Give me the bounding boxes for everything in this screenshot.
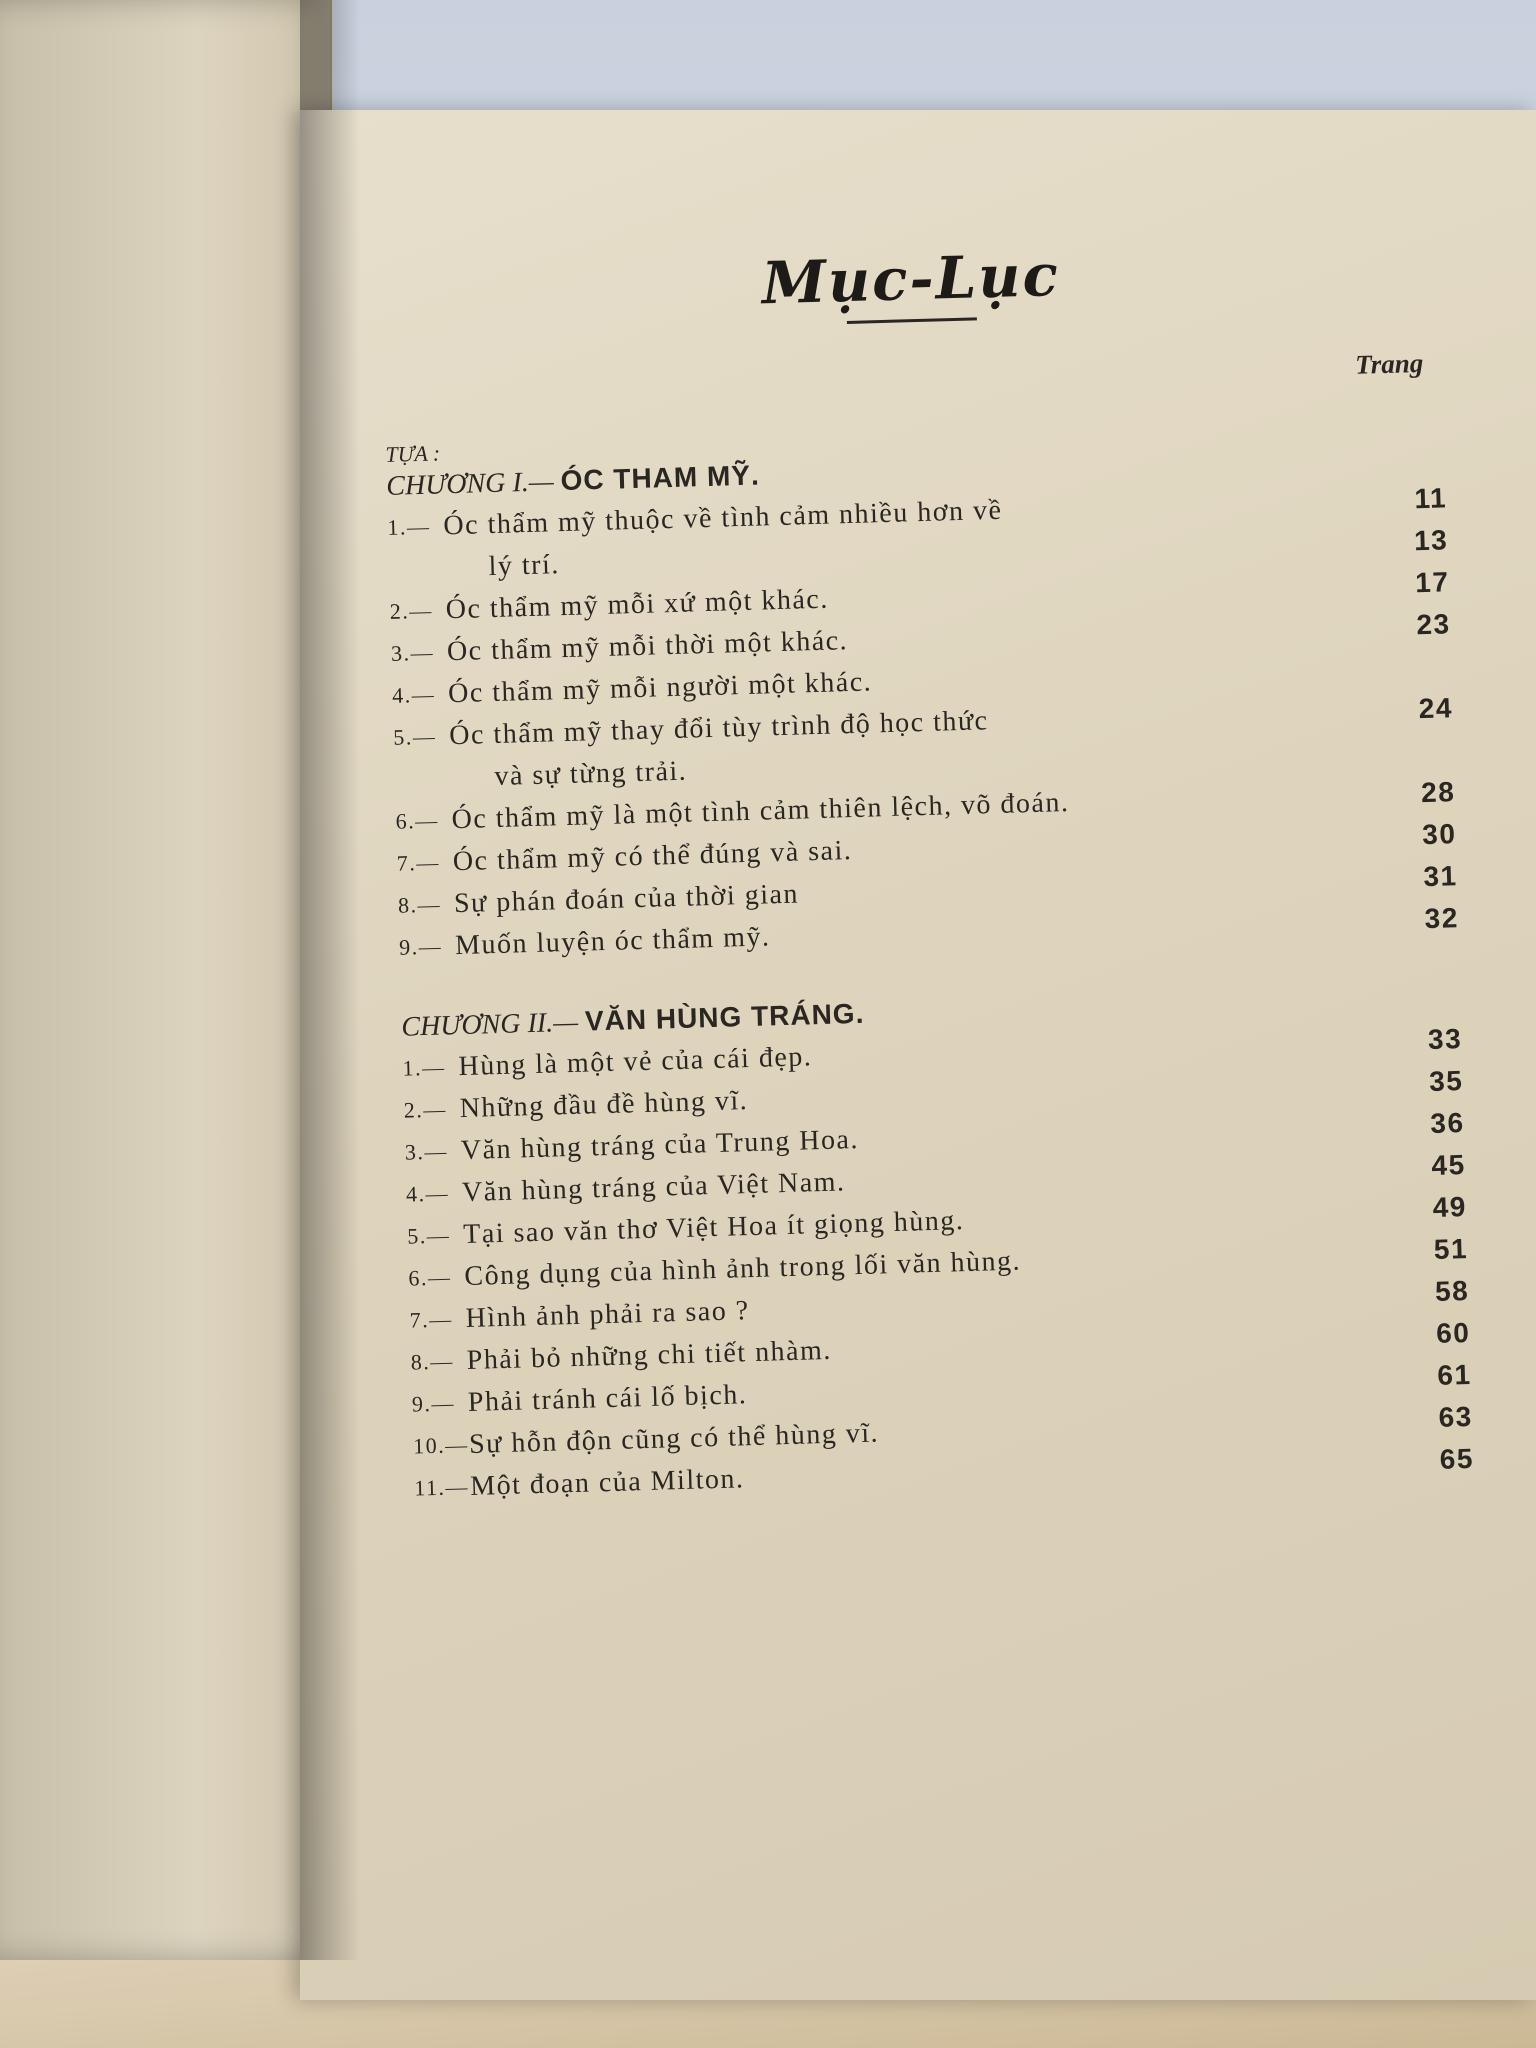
entry-text-continued: lý trí. xyxy=(488,549,561,583)
entry-number: 6.— xyxy=(408,1264,452,1291)
entry-text: Óc thẩm mỹ thuộc về tình cảm nhiều hơn về xyxy=(443,494,1003,542)
entry-text: Văn hùng tráng của Trung Hoa. xyxy=(460,1123,860,1167)
indent-spacer xyxy=(394,756,495,801)
entry-page: 17 xyxy=(1414,566,1450,599)
entry-text: Những đầu đề hùng vĩ. xyxy=(459,1085,749,1125)
entry-number: 2.— xyxy=(389,597,434,624)
entry-page: 65 xyxy=(1439,1442,1475,1475)
entry-page: 45 xyxy=(1431,1149,1467,1181)
preface-label: TỰA : xyxy=(385,440,441,467)
entry-text: Văn hùng tráng của Việt Nam. xyxy=(461,1166,846,1209)
entry-number: 4.— xyxy=(391,681,436,708)
left-page xyxy=(0,0,332,1960)
entry-text: Óc thẩm mỹ thay đổi tùy trình độ học thức xyxy=(448,705,989,752)
entry-page: 51 xyxy=(1433,1233,1469,1265)
entry-page: 32 xyxy=(1424,902,1460,935)
spine-shadow xyxy=(300,0,360,1960)
entry-text: Một đoạn của Milton. xyxy=(469,1463,745,1502)
entry-text: Óc thẩm mỹ là một tình cảm thiên lệch, võ đoán. xyxy=(451,786,1070,836)
entry-number: 5.— xyxy=(392,723,437,750)
entry-page: 31 xyxy=(1423,860,1459,893)
entry-number: 3.— xyxy=(390,639,435,666)
entry-number: 8.— xyxy=(410,1348,455,1375)
entry-text: Tại sao văn thơ Việt Hoa ít giọng hùng. xyxy=(462,1205,965,1251)
entry-text: Óc thẩm mỹ có thể đúng và sai. xyxy=(452,835,853,878)
entry-number: 9.— xyxy=(411,1390,456,1417)
entry-number: 1.— xyxy=(387,513,431,540)
entry-page: 36 xyxy=(1429,1107,1465,1140)
entry-number: 4.— xyxy=(405,1180,450,1207)
entry-text: Sự phán đoán của thời gian xyxy=(453,878,800,920)
toc-title: Mục-Lục xyxy=(760,241,1061,318)
chapter-title: VĂN HÙNG TRÁNG. xyxy=(584,997,865,1037)
entry-text: Hùng là một vẻ của cái đẹp. xyxy=(458,1041,813,1083)
page-column-header: Trang xyxy=(1354,347,1424,380)
right-page xyxy=(300,110,1536,2000)
entry-page: 24 xyxy=(1418,692,1454,725)
entry-text: Óc thẩm mỹ mỗi thời một khác. xyxy=(446,625,849,668)
entry-page: 33 xyxy=(1427,1023,1463,1056)
entry-page: 35 xyxy=(1428,1065,1464,1098)
entry-text: Muốn luyện óc thẩm mỹ. xyxy=(454,921,771,962)
entry-page: 30 xyxy=(1421,818,1457,851)
entry-page: 13 xyxy=(1413,524,1449,557)
entry-number: 2.— xyxy=(403,1096,448,1123)
entry-number: 9.— xyxy=(398,933,443,960)
entry-page: 60 xyxy=(1435,1316,1471,1349)
entry-page: 11 xyxy=(1414,482,1448,515)
entry-page: 58 xyxy=(1434,1274,1470,1307)
entry-number: 7.— xyxy=(409,1306,453,1333)
entry-number: 1.— xyxy=(402,1054,446,1081)
entry-text-continued: và sự từng trải. xyxy=(494,755,688,792)
entry-page: 49 xyxy=(1432,1191,1468,1223)
entry-page: 28 xyxy=(1420,776,1456,809)
entry-page xyxy=(1364,729,1455,773)
entry-number: 6.— xyxy=(395,807,440,834)
entry-text: Óc thẩm mỹ mỗi người một khác. xyxy=(447,666,873,710)
indent-spacer xyxy=(388,546,489,591)
table-of-contents xyxy=(380,230,1474,1509)
entry-number: 10.— xyxy=(412,1431,469,1459)
entry-page: 23 xyxy=(1415,608,1452,641)
entry-text: Óc thẩm mỹ mỗi xứ một khác. xyxy=(445,583,830,626)
entry-page: 61 xyxy=(1436,1358,1472,1391)
entry-number: 7.— xyxy=(396,849,441,876)
entry-number: 5.— xyxy=(406,1222,451,1249)
entry-number: 8.— xyxy=(397,891,442,918)
chapter-label: CHƯƠNG I.— xyxy=(385,466,555,502)
entry-number: 11.— xyxy=(413,1473,470,1501)
entry-text: Công dụng của hình ảnh trong lối văn hùng. xyxy=(463,1245,1022,1293)
entry-number: 3.— xyxy=(404,1138,449,1165)
entry-text: Hình ảnh phải ra sao ? xyxy=(465,1295,751,1335)
entry-text: Phải tránh cái lố bịch. xyxy=(467,1379,748,1418)
title-underline xyxy=(847,317,977,324)
chapter-label: CHƯƠNG II.— xyxy=(400,1006,579,1043)
entry-page: 63 xyxy=(1438,1400,1474,1433)
entry-text: Sự hỗn độn cũng có thể hùng vĩ. xyxy=(468,1417,880,1460)
chapter-title: ÓC THAM MỸ. xyxy=(560,459,761,497)
entry-text: Phải bỏ những chi tiết nhàm. xyxy=(466,1334,833,1377)
